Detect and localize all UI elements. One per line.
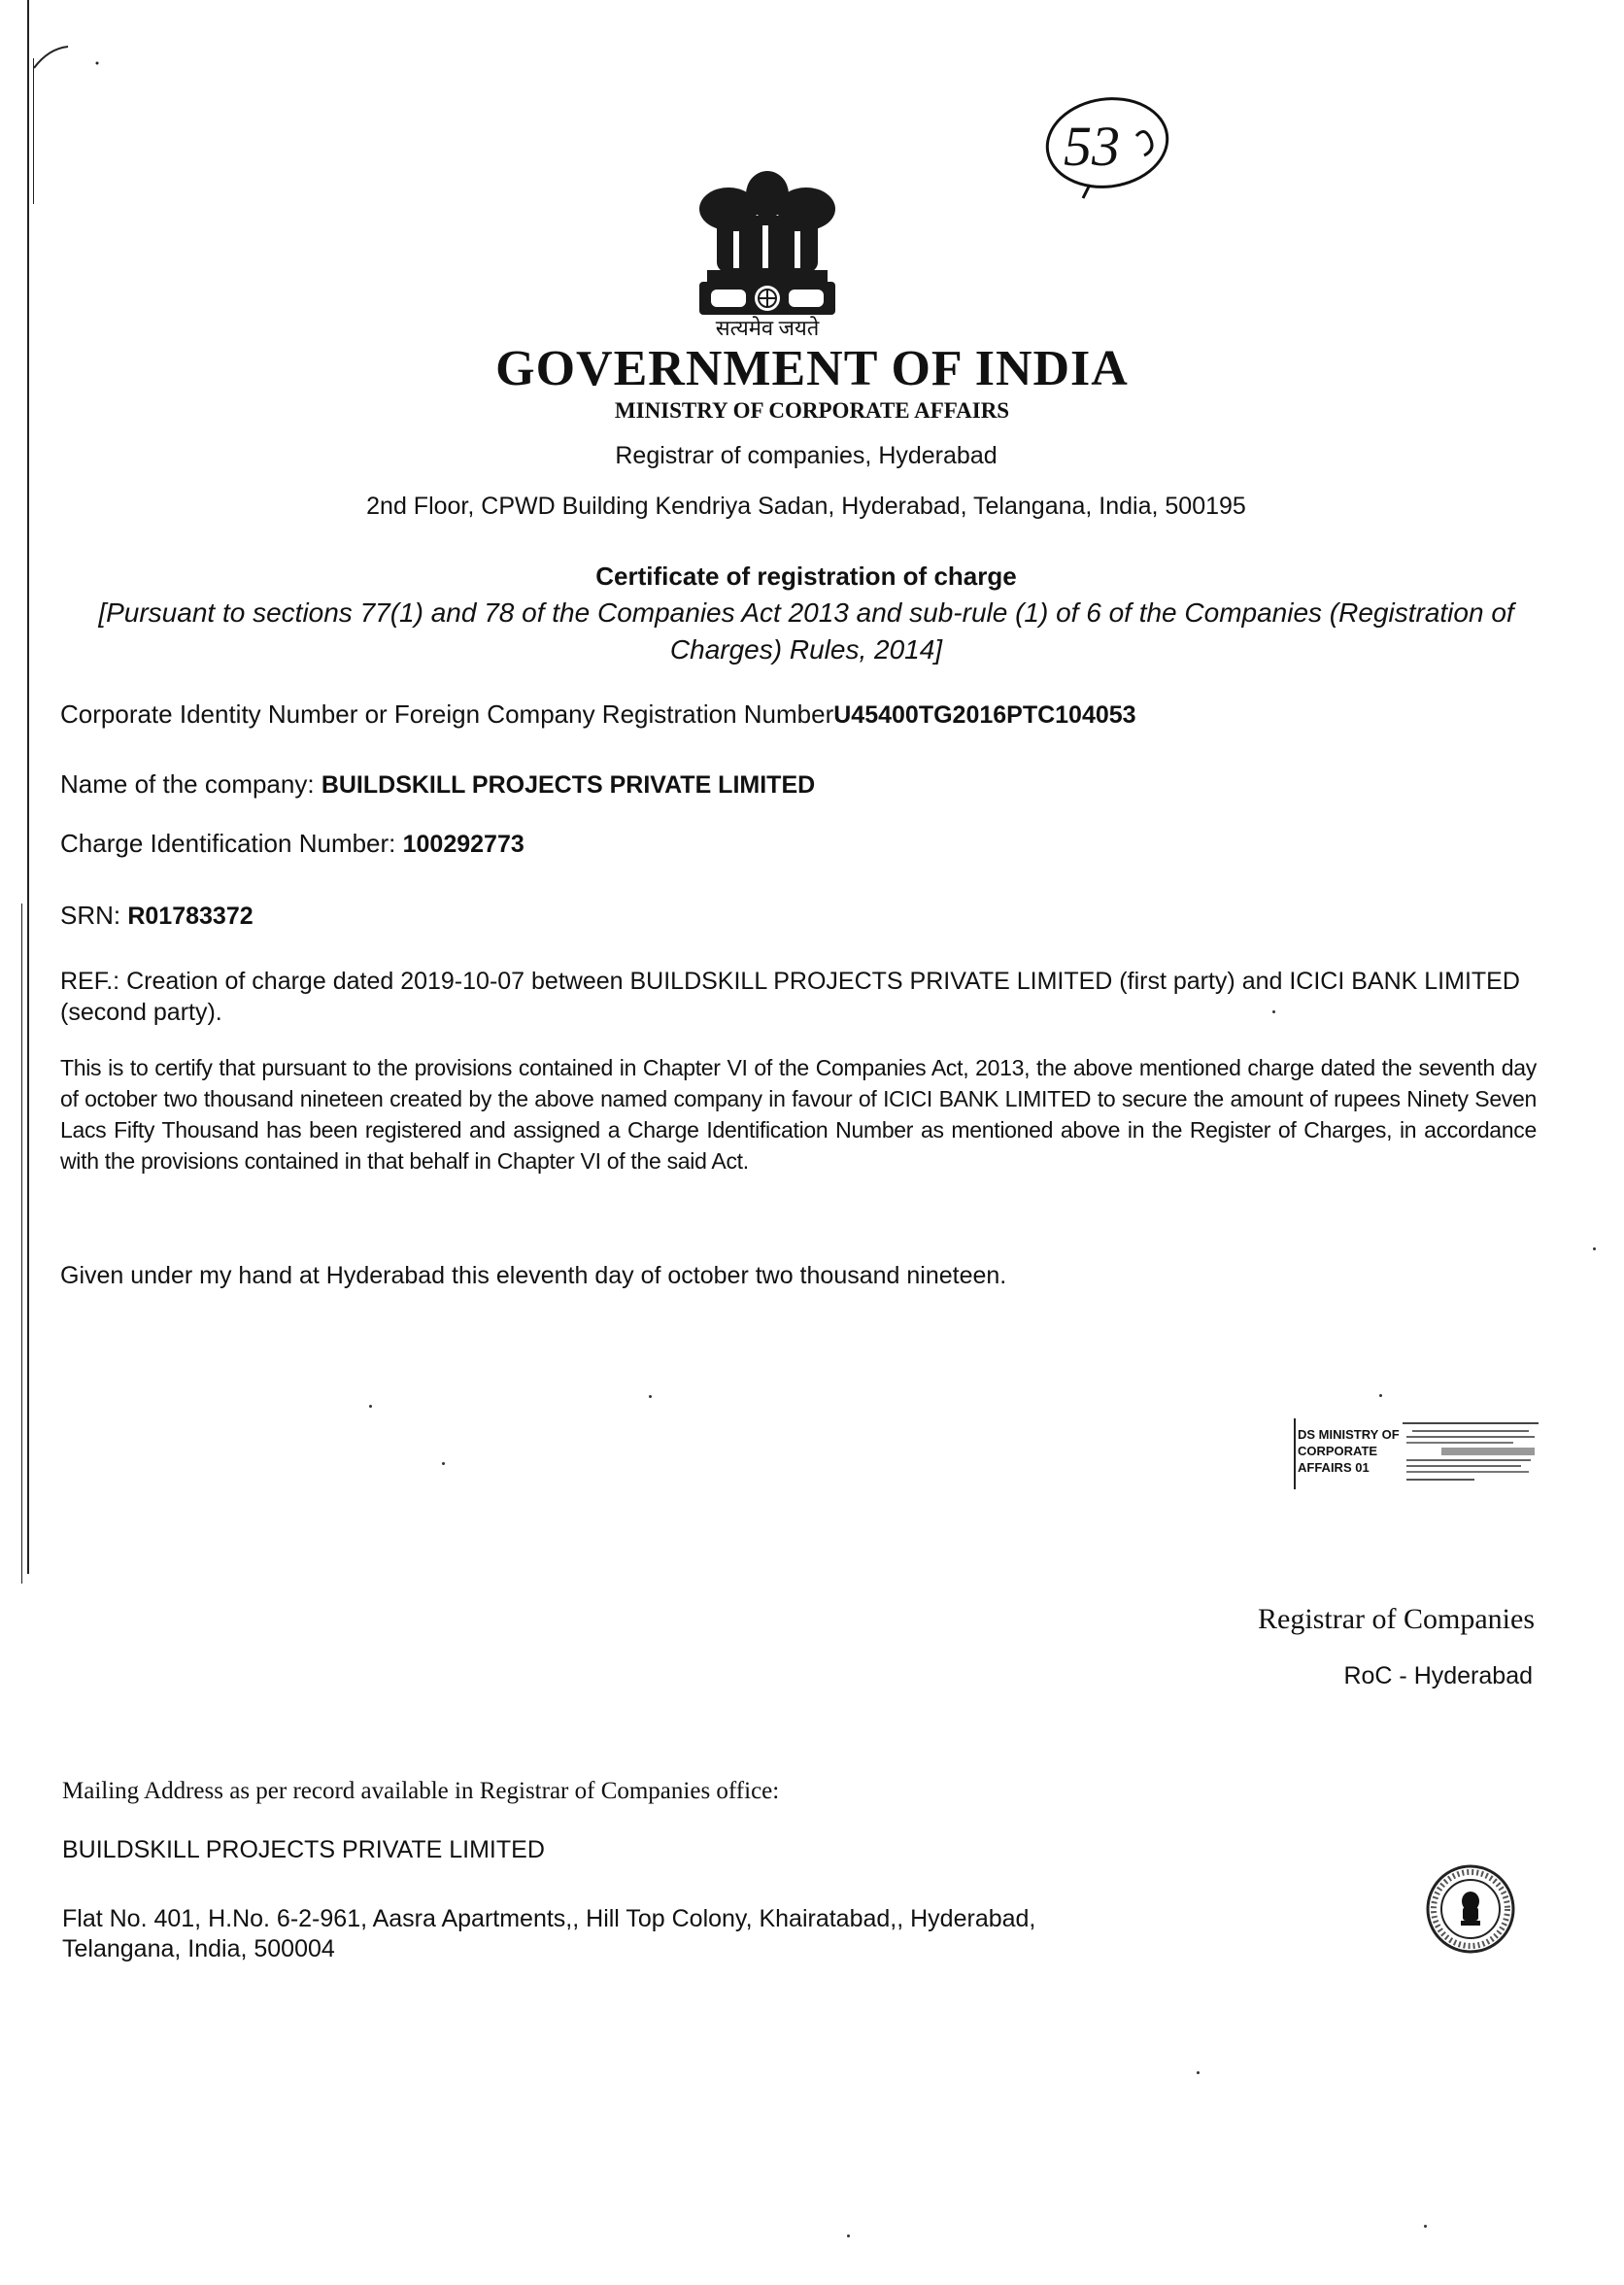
- pursuant-clause: [78, 595, 1535, 668]
- scan-dot: [1272, 1010, 1275, 1013]
- signer-line-3: AFFAIRS 01: [1298, 1460, 1370, 1475]
- ministry-name: MINISTRY OF CORPORATE AFFAIRS: [614, 398, 1010, 423]
- cin-value: U45400TG2016PTC104053: [833, 701, 1136, 729]
- scan-dot: [1379, 1394, 1382, 1397]
- signer-line-1: DS MINISTRY OF: [1298, 1427, 1400, 1442]
- company-name-field: [60, 769, 815, 800]
- company-value: BUILDSKILL PROJECTS PRIVATE LIMITED: [321, 771, 816, 799]
- charge-label: Charge Identification Number:: [60, 829, 403, 858]
- scan-dot: [1197, 2071, 1200, 2074]
- handwritten-number: 53: [1064, 115, 1120, 178]
- mailing-address-line-1: Flat No. 401, H.No. 6-2-961, Aasra Apartments,, Hill Top Colony, Khairatabad,, Hyderabad,: [62, 1905, 1036, 1932]
- pursuant-line-2: Charges) Rules, 2014]: [669, 634, 943, 665]
- ministry-seal-icon: [1424, 1862, 1517, 1956]
- mailing-address: [62, 1904, 1228, 1964]
- signature-details-icon: [1403, 1418, 1541, 1489]
- pursuant-line-1: [Pursuant to sections 77(1) and 78 of the Companies Act 2013 and sub-rule (1) of 6 of the Companies (Registration of: [98, 597, 1514, 628]
- handwritten-page-mark: [1010, 89, 1185, 206]
- scan-dot: [442, 1462, 445, 1465]
- registrar-signatory-place: RoC - Hyderabad: [1343, 1662, 1533, 1689]
- scan-dot: [369, 1405, 372, 1408]
- digital-signature-block: [1294, 1418, 1541, 1489]
- srn-value: R01783372: [127, 903, 254, 930]
- signer-line-2: CORPORATE: [1298, 1444, 1378, 1458]
- registrar-address: 2nd Floor, CPWD Building Kendriya Sadan, Hyderabad, Telangana, India, 500195: [366, 493, 1246, 520]
- certification-body: This is to certify that pursuant to the provisions contained in Chapter VI of the Companies Act, 2013, the above mentioned charge dated the seventh day of october two thousand nineteen created by the above named company in favour of ICICI BANK LIMITED to secure the amount of rupees Ninety Seven Lacs Fifty Thousand has been registered and assigned a Charge Identification Number as mentioned above in the Register of Charges, in accordance with the provisions contained in that behalf in Chapter VI of the said Act.: [60, 1055, 1537, 1174]
- scan-edge-line: [21, 904, 22, 1584]
- srn-field: [60, 901, 254, 931]
- scan-dot: [847, 2234, 850, 2237]
- reference-text: REF.: Creation of charge dated 2019-10-07 between BUILDSKILL PROJECTS PRIVATE LIMITED (first party) and ICICI BANK LIMITED (second party).: [60, 968, 1520, 1026]
- certificate-title: Certificate of registration of charge: [595, 562, 1017, 591]
- mailing-company: BUILDSKILL PROJECTS PRIVATE LIMITED: [62, 1836, 545, 1863]
- charge-id-field: [60, 829, 524, 859]
- emblem-motto: सत्यमेव जयते: [715, 316, 820, 340]
- given-under-hand: Given under my hand at Hyderabad this eleventh day of october two thousand nineteen.: [60, 1262, 1007, 1289]
- scan-edge-line: [33, 58, 34, 204]
- scan-dot: [1593, 1247, 1596, 1250]
- scan-corner-mark: [29, 39, 117, 78]
- scan-edge-line: [27, 0, 29, 1574]
- scan-dot: [649, 1395, 652, 1398]
- srn-label: SRN:: [60, 901, 128, 930]
- cin-label: Corporate Identity Number or Foreign Company Registration Number: [60, 699, 834, 729]
- mailing-address-line-2: Telangana, India, 500004: [62, 1935, 335, 1962]
- charge-value: 100292773: [402, 831, 524, 858]
- mailing-address-label: Mailing Address as per record available in Registrar of Companies office:: [62, 1778, 780, 1804]
- registrar-office: Registrar of companies, Hyderabad: [615, 442, 998, 469]
- national-emblem-icon: [641, 155, 894, 325]
- signer-name: [1294, 1418, 1401, 1489]
- cin-field: [60, 699, 1136, 730]
- scan-dot: [1424, 2225, 1427, 2228]
- government-title: GOVERNMENT OF INDIA: [495, 341, 1129, 396]
- company-label: Name of the company:: [60, 769, 321, 799]
- registrar-signatory-title: Registrar of Companies: [1258, 1603, 1535, 1635]
